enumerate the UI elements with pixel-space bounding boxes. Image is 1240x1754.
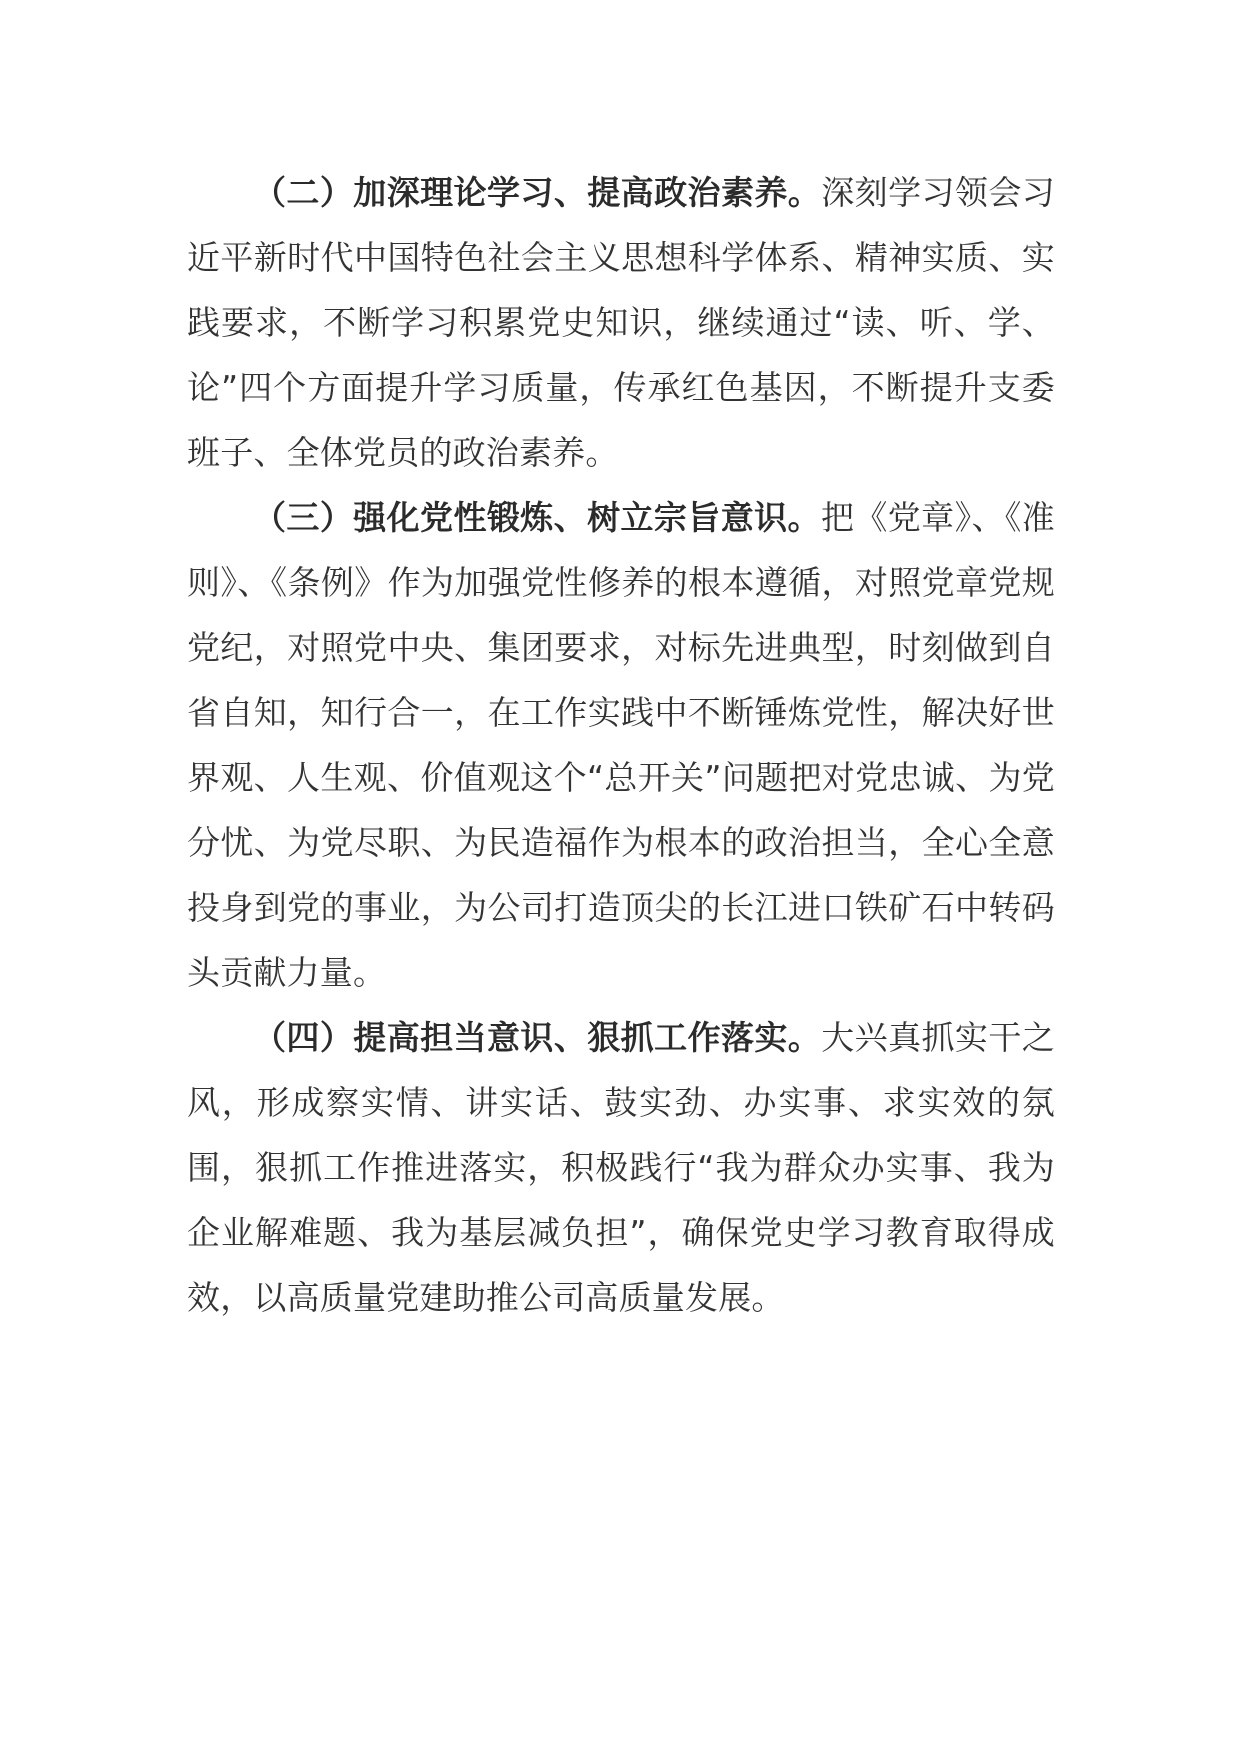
paragraph-2-text: 深刻学习领会习近平新时代中国特色社会主义思想科学体系、精神实质、实践要求，不断学习积累党史知识，继续通过“读、听、学、论”四个方面提升学习质量，传承红色基因，不断提升支委班子、全体党员的政治素养。 bbox=[187, 173, 1055, 472]
paragraph-4 bbox=[187, 1005, 1055, 1330]
paragraph-4-heading: （四）提高担当意识、狠抓工作落实。 bbox=[253, 1018, 822, 1057]
paragraph-3-text: 把《党章》、《准则》、《条例》作为加强党性修养的根本遵循，对照党章党规党纪，对照党中央、集团要求，对标先进典型，时刻做到自省自知，知行合一，在工作实践中不断锤炼党性，解决好世界观、人生观、价值观这个“总开关”问题把对党忠诚、为党分忧、为党尽职、为民造福作为根本的政治担当，全心全意投身到党的事业，为公司打造顶尖的长江进口铁矿石中转码头贡献力量。 bbox=[187, 498, 1055, 992]
paragraph-4-text: 大兴真抓实干之风，形成察实情、讲实话、鼓实劲、办实事、求实效的氛围，狠抓工作推进落实，积极践行“我为群众办实事、我为企业解难题、我为基层减负担”，确保党史学习教育取得成效，以高质量党建助推公司高质量发展。 bbox=[187, 1018, 1055, 1317]
paragraph-2-heading: （二）加深理论学习、提高政治素养。 bbox=[253, 173, 822, 212]
paragraph-3 bbox=[187, 485, 1055, 1005]
paragraph-3-heading: （三）强化党性锻炼、树立宗旨意识。 bbox=[253, 498, 821, 537]
document-body bbox=[187, 160, 1055, 1330]
paragraph-2 bbox=[187, 160, 1055, 485]
